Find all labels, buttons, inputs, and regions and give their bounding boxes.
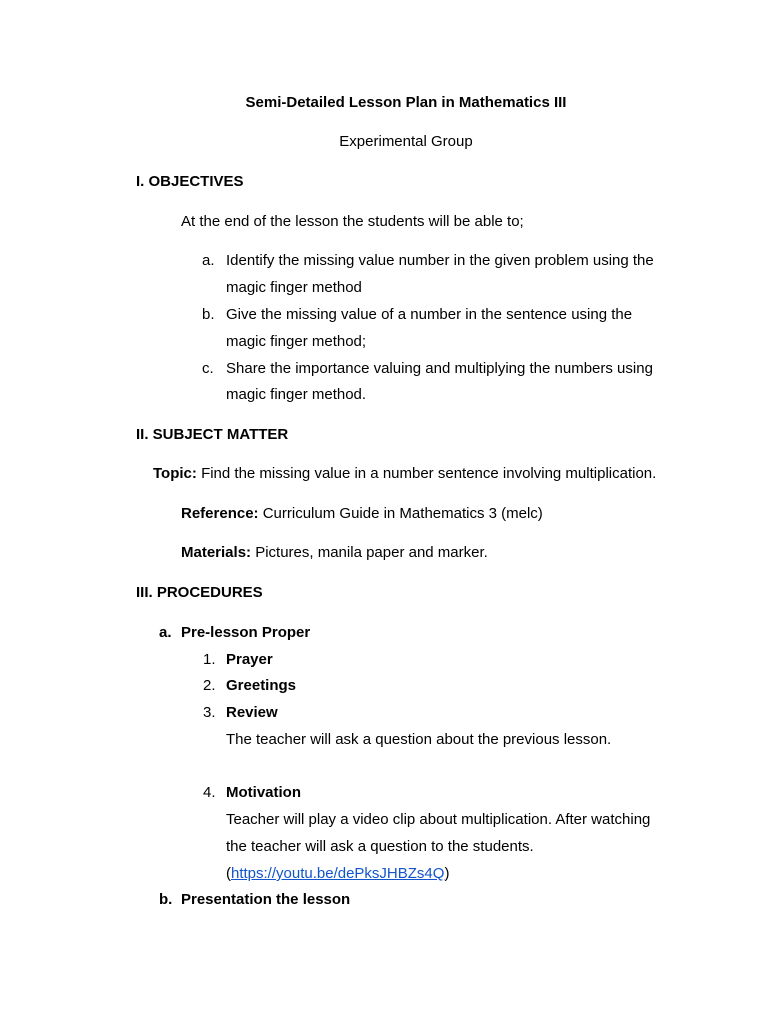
list-marker: a. xyxy=(202,252,215,269)
topic-value: Find the missing value in a number sentence involving multiplication. xyxy=(201,465,657,482)
step-review: Review xyxy=(226,704,278,721)
objectives-heading: I. OBJECTIVES xyxy=(136,173,244,190)
list-item: Identify the missing value number in the given problem using the xyxy=(226,252,654,269)
materials-label: Materials: xyxy=(181,544,252,561)
motivation-text: Teacher will play a video clip about multiplication. After watching xyxy=(226,811,651,828)
document-subtitle: Experimental Group xyxy=(339,133,473,150)
step-prayer: Prayer xyxy=(226,651,273,668)
reference-label: Reference: xyxy=(181,505,259,522)
step-number: 1. xyxy=(203,651,216,668)
topic-line xyxy=(153,465,656,483)
pre-lesson-title: Pre-lesson Proper xyxy=(181,624,311,641)
objectives-intro: At the end of the lesson the students will be able to; xyxy=(181,213,524,230)
materials-line xyxy=(181,544,488,562)
paren-open: ( xyxy=(226,865,231,882)
review-text: The teacher will ask a question about the previous lesson. xyxy=(226,731,612,748)
list-item-continuation: magic finger method; xyxy=(226,333,367,350)
step-number: 2. xyxy=(203,677,216,694)
list-marker: c. xyxy=(202,360,214,377)
step-number: 4. xyxy=(203,784,216,801)
motivation-text-continuation: the teacher will ask a question to the students. xyxy=(226,838,534,855)
topic-label: Topic: xyxy=(153,465,197,482)
list-marker: b. xyxy=(202,306,215,323)
subject-matter-heading: II. SUBJECT MATTER xyxy=(136,426,289,443)
section-marker: b. xyxy=(159,891,173,908)
video-link-line xyxy=(226,865,449,883)
step-motivation: Motivation xyxy=(226,784,301,801)
reference-line xyxy=(181,505,543,523)
list-item-continuation: magic finger method xyxy=(226,279,362,296)
procedures-heading: III. PROCEDURES xyxy=(136,584,263,601)
presentation-title: Presentation the lesson xyxy=(181,891,351,908)
list-item-continuation: magic finger method. xyxy=(226,386,367,403)
list-item: Share the importance valuing and multiplying the numbers using xyxy=(226,360,653,377)
paren-close: ) xyxy=(444,865,450,882)
section-marker: a. xyxy=(159,624,172,641)
video-link[interactable]: https://youtu.be/dePksJHBZs4Q xyxy=(231,865,445,882)
list-item: Give the missing value of a number in the sentence using the xyxy=(226,306,633,323)
materials-value: Pictures, manila paper and marker. xyxy=(255,544,488,561)
document-title: Semi-Detailed Lesson Plan in Mathematics III xyxy=(245,94,567,111)
reference-value: Curriculum Guide in Mathematics 3 (melc) xyxy=(262,505,543,522)
step-greetings: Greetings xyxy=(226,677,297,694)
step-number: 3. xyxy=(203,704,216,721)
